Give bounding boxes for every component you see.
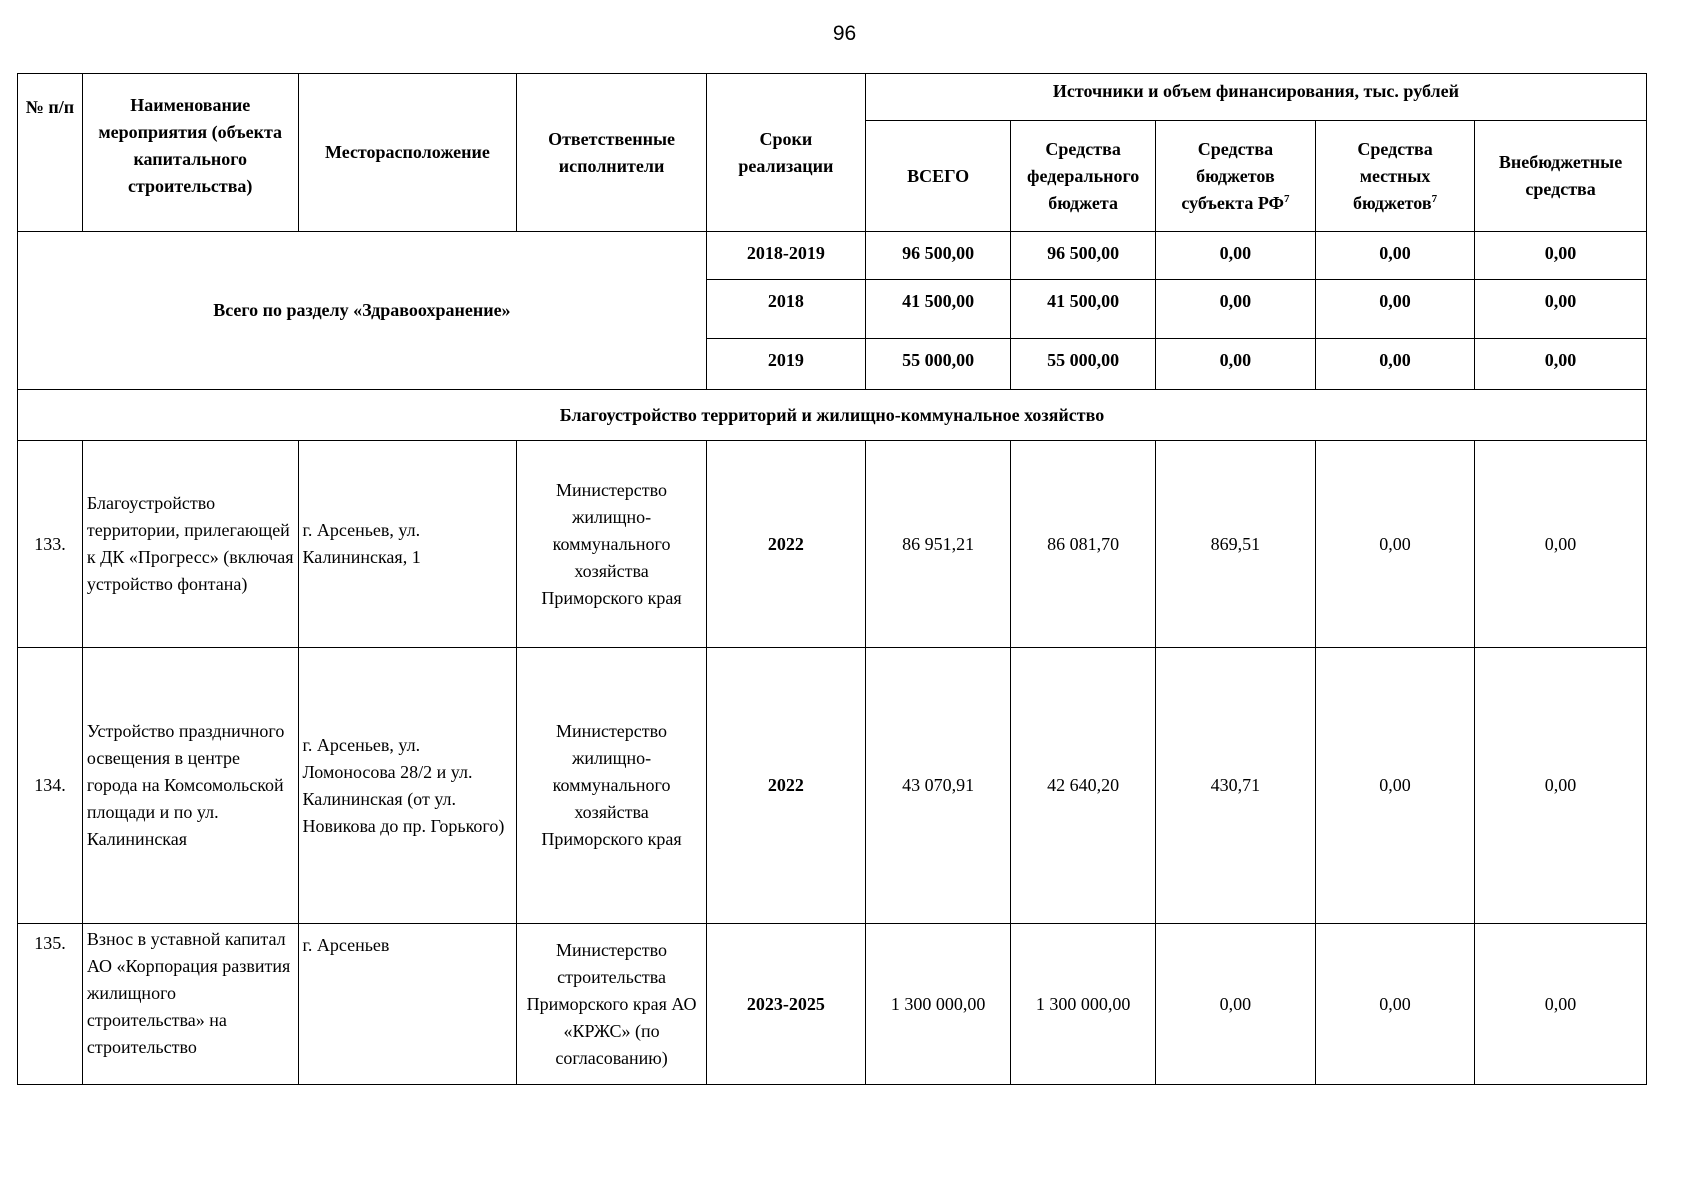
header-subject: Средства бюджетов субъекта $РФ^7$ [1155,121,1315,232]
summary-subject: 0,00 [1155,232,1315,280]
row-period: 2022 [706,648,865,924]
row-federal: 1 300 000,00 [1011,924,1155,1085]
section-row [18,390,1647,441]
summary-local: 0,00 [1316,280,1475,339]
summary-local: 0,00 [1316,339,1475,390]
row-num: 133. [18,441,83,648]
row-period: 2023-2025 [706,924,865,1085]
row-local: 0,00 [1316,648,1475,924]
summary-local: 0,00 [1316,232,1475,280]
summary-total: 41 500,00 [865,280,1011,339]
table-row [18,441,1647,648]
header-local: Средства местных бюджетов$^7$ [1316,121,1475,232]
summary-extra: 0,00 [1475,280,1647,339]
table-row [18,648,1647,924]
row-subject: 0,00 [1155,924,1315,1085]
row-period: 2022 [706,441,865,648]
row-executor: Министерство жилищно-коммунального хозяйства Приморского края [517,648,706,924]
header-extra: Внебюджетные средства [1475,121,1647,232]
summary-total: 96 500,00 [865,232,1011,280]
header-location: Месторасположение [298,74,517,232]
financing-table [17,73,1647,1085]
row-federal: 42 640,20 [1011,648,1155,924]
row-extra: 0,00 [1475,648,1647,924]
header-sources: Источники и объем финансирования, тыс. рублей [865,74,1646,121]
summary-period: 2019 [706,339,865,390]
row-name: Взнос в уставной капитал АО «Корпорация развития жилищного строительства» на строительство [82,924,298,1085]
row-num: 134. [18,648,83,924]
row-local: 0,00 [1316,441,1475,648]
summary-subject: 0,00 [1155,339,1315,390]
summary-federal: 96 500,00 [1011,232,1155,280]
row-executor: Министерство строительства Приморского края АО «КРЖС» (по согласованию) [517,924,706,1085]
footnote-mark: 7 [1283,192,1290,205]
header-terms: Сроки реализации [706,74,865,232]
row-total: 43 070,91 [865,648,1011,924]
header-name: Наименование мероприятия (объекта капитального строительства) [82,74,298,232]
row-location: г. Арсеньев, ул. Калининская, 1 [298,441,517,648]
summary-extra: 0,00 [1475,232,1647,280]
summary-subject: 0,00 [1155,280,1315,339]
table-row [18,924,1647,1085]
section-title: Благоустройство территорий и жилищно-коммунальное хозяйство [18,390,1647,441]
page-number: 96 [832,22,857,45]
header-federal: Средства федерального бюджета [1011,121,1155,232]
row-name: Благоустройство территории, прилегающей к ДК «Прогресс» (включая устройство фонтана) [82,441,298,648]
summary-row [18,232,1647,280]
row-local: 0,00 [1316,924,1475,1085]
summary-period: 2018 [706,280,865,339]
summary-federal: 55 000,00 [1011,339,1155,390]
row-total: 86 951,21 [865,441,1011,648]
summary-period: 2018-2019 [706,232,865,280]
row-executor: Министерство жилищно-коммунального хозяйства Приморского края [517,441,706,648]
summary-total: 55 000,00 [865,339,1011,390]
row-extra: 0,00 [1475,441,1647,648]
header-total: ВСЕГО [865,121,1011,232]
row-name: Устройство праздничного освещения в центре города на Комсомольской площади и по ул. Калининская [82,648,298,924]
row-federal: 86 081,70 [1011,441,1155,648]
summary-federal: 41 500,00 [1011,280,1155,339]
row-location: г. Арсеньев [298,924,517,1085]
row-location: г. Арсеньев, ул. Ломоносова 28/2 и ул. Калининская (от ул. Новикова до пр. Горького) [298,648,517,924]
header-row-1 [18,74,1647,121]
summary-extra: 0,00 [1475,339,1647,390]
row-subject: 869,51 [1155,441,1315,648]
row-num: 135. [18,924,83,1085]
header-num: № п/п [18,74,83,232]
row-subject: 430,71 [1155,648,1315,924]
row-extra: 0,00 [1475,924,1647,1085]
summary-label: Всего по разделу «Здравоохранение» [18,232,707,390]
header-executors: Ответственные исполнители [517,74,706,232]
row-total: 1 300 000,00 [865,924,1011,1085]
footnote-mark: 7 [1431,192,1438,205]
